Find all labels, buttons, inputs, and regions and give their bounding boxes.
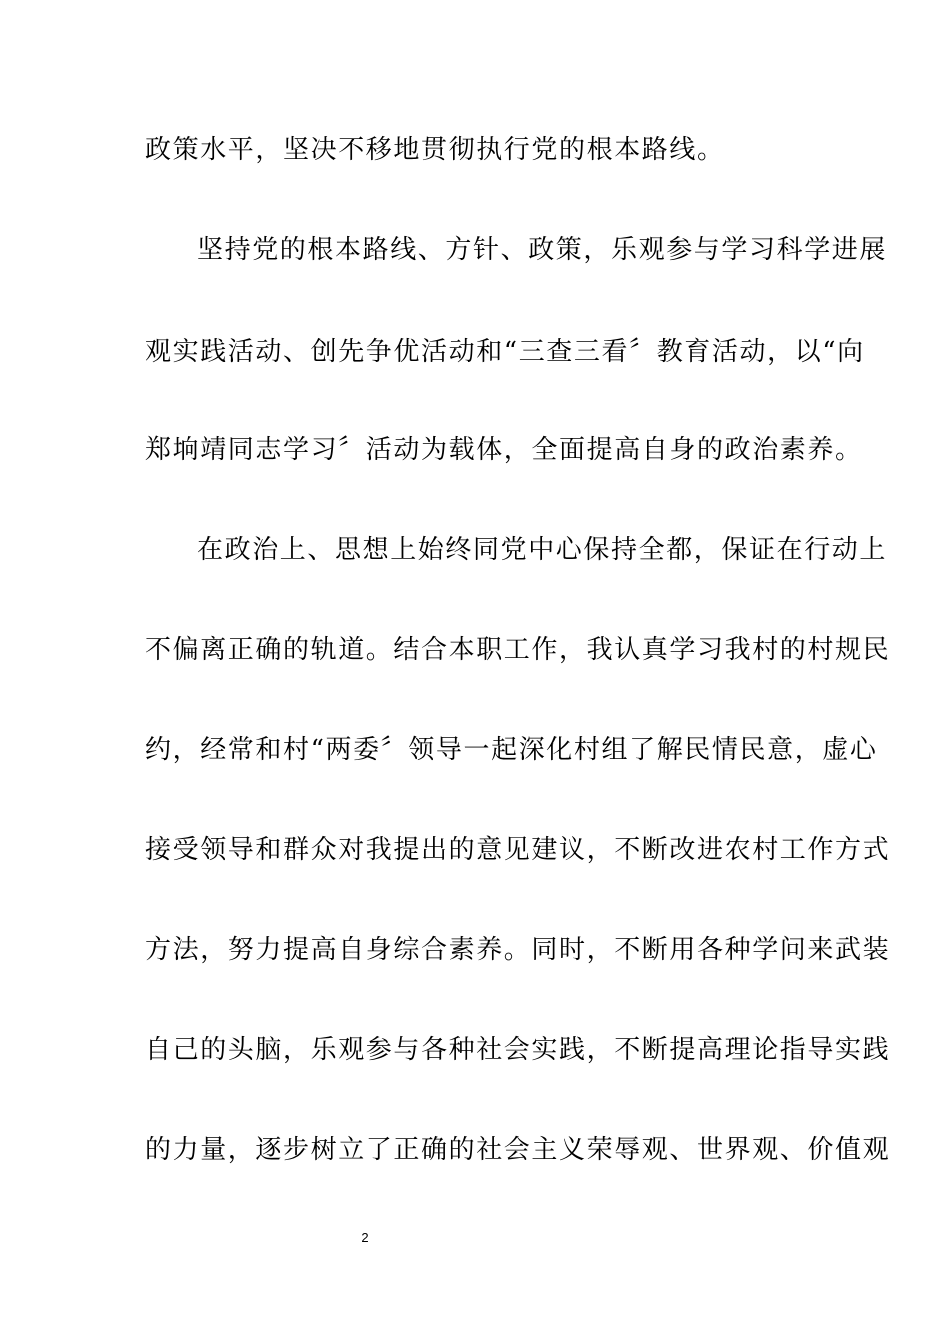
text-line: 方法，努力提高自身综合素养。同时，不断用各种学问来武装 [145,935,891,965]
text-line: 不偏离正确的轨道。结合本职工作，我认真学习我村的村规民 [145,635,891,665]
text-line: 自己的头脑，乐观参与各种社会实践，不断提高理论指导实践 [145,1035,891,1065]
text-line: 郑垧靖同志学习〞活动为载体，全面提高自身的政治素养。 [145,435,863,465]
text-line: 政策水平，坚决不移地贯彻执行党的根本路线。 [145,135,725,165]
page-number: 2 [361,1230,369,1245]
text-line: 接受领导和群众对我提出的意见建议，不断改进农村工作方式 [145,835,891,865]
text-line: 坚持党的根本路线、方针、政策，乐观参与学习科学进展 [197,235,888,265]
text-line: 约，经常和村“两委〞领导一起深化村组了解民情民意，虚心 [145,735,878,765]
text-line: 的力量，逐步树立了正确的社会主义荣辱观、世界观、价值观 [145,1135,891,1165]
text-line: 在政治上、思想上始终同党中心保持全都，保证在行动上 [197,535,888,565]
text-line: 观实践活动、创先争优活动和“三查三看〞教育活动，以“向 [145,337,865,367]
